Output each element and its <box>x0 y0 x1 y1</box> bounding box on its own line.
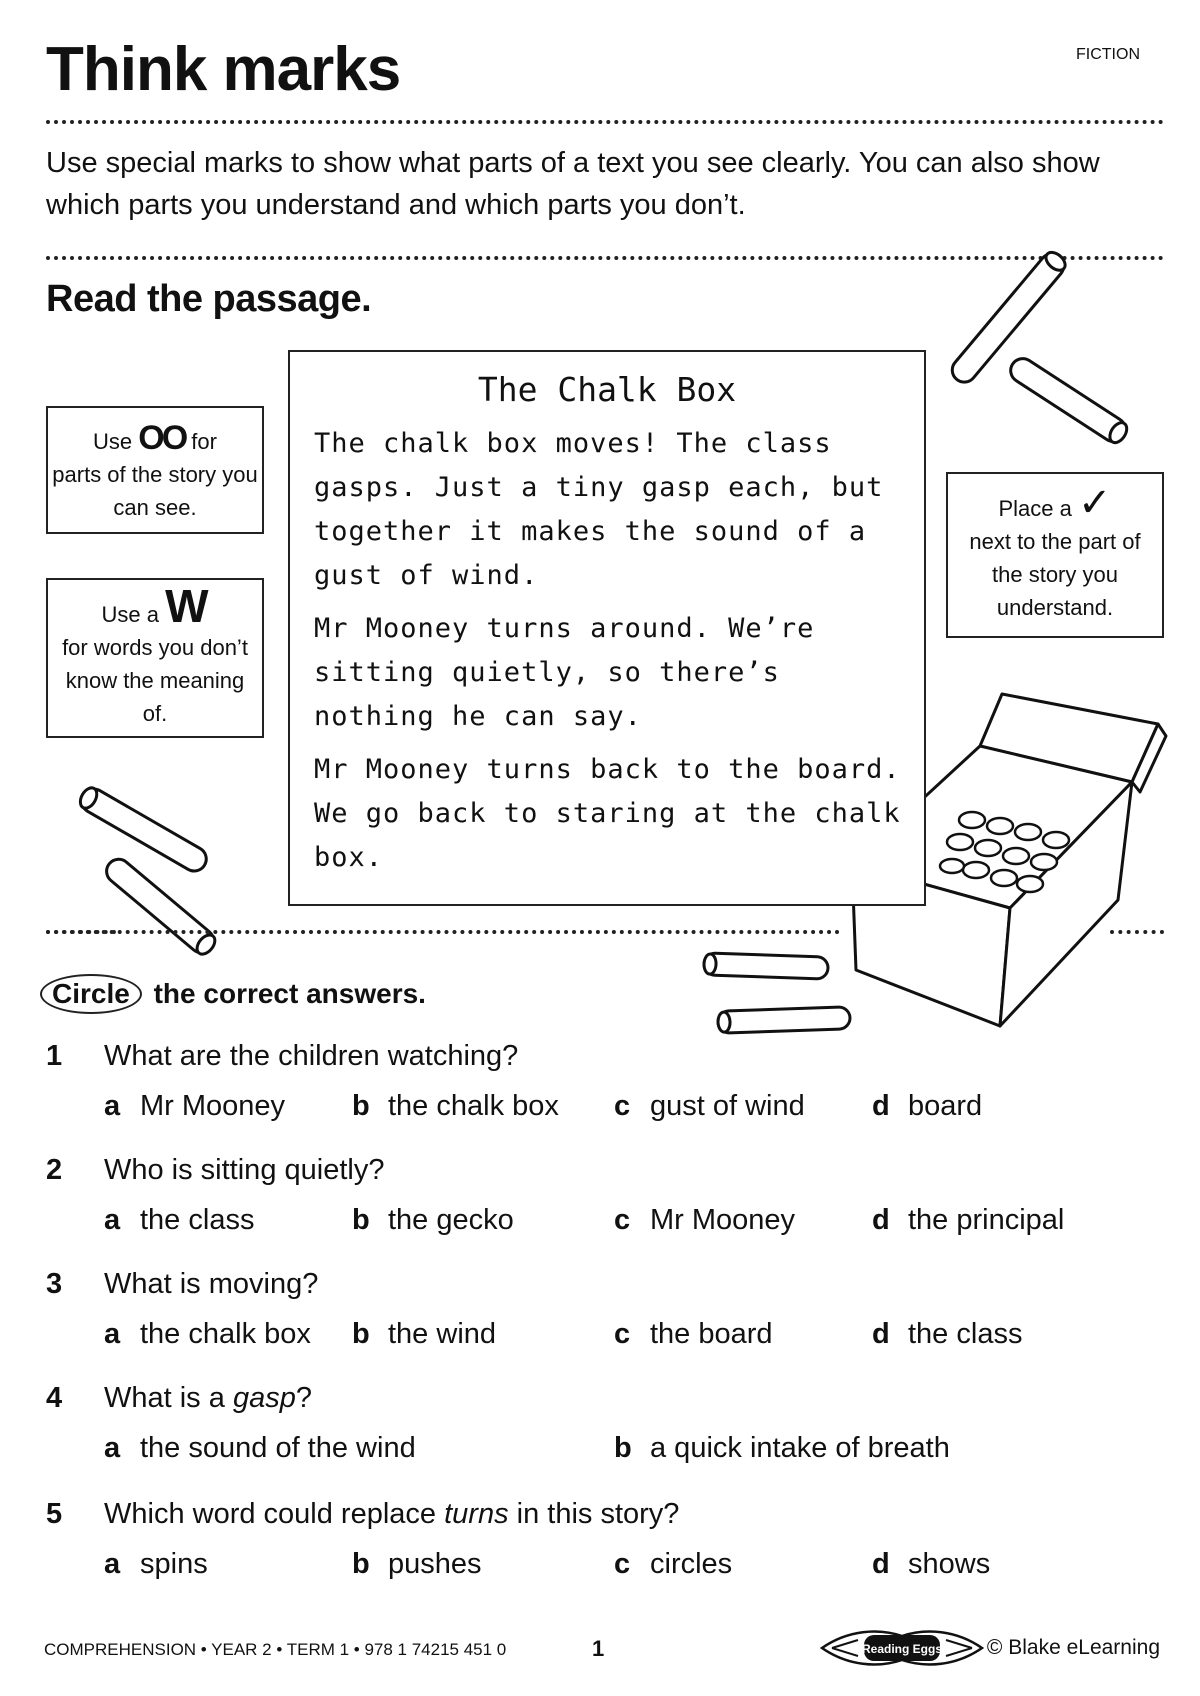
hint-understand-text: next to the part of the story you understand. <box>969 529 1141 620</box>
circle-word: Circle <box>40 974 142 1014</box>
passage-paragraph: Mr Mooney turns around. We’re sitting quietly, so there’s nothing he can say. <box>314 613 815 732</box>
answer-option[interactable]: a spins <box>104 1548 208 1580</box>
answer-option[interactable]: c Mr Mooney <box>614 1204 796 1236</box>
answer-option[interactable]: a the class <box>104 1204 255 1236</box>
hint-see-prefix: Use <box>93 429 133 454</box>
hint-words-prefix: Use a <box>101 602 159 627</box>
passage-paragraph: The chalk box moves! The class gasps. Just a tiny gasp each, but together it makes the sound of a gust of wind. <box>314 428 884 591</box>
question-number: 3 <box>46 1268 63 1300</box>
question-4 <box>46 1382 1166 1482</box>
section-heading: Read the passage. <box>46 278 372 320</box>
hint-understand-box <box>946 472 1164 638</box>
question-text: Who is sitting quietly? <box>104 1154 385 1186</box>
question-number: 1 <box>46 1040 63 1072</box>
answer-option[interactable]: b the gecko <box>352 1204 514 1236</box>
chalk-stick-icon <box>77 784 211 875</box>
answer-option[interactable]: a the chalk box <box>104 1318 311 1350</box>
answer-option[interactable]: c gust of wind <box>614 1090 805 1122</box>
tick-icon: ✓ <box>1078 481 1112 525</box>
answer-option[interactable]: c the board <box>614 1318 773 1350</box>
answer-option[interactable]: b a quick intake of breath <box>614 1432 950 1464</box>
answer-option[interactable]: d the class <box>872 1318 1023 1350</box>
answer-option[interactable]: d shows <box>872 1548 991 1580</box>
hint-understand-prefix: Place a <box>998 496 1072 521</box>
reading-eggs-logo-icon <box>818 1626 986 1670</box>
answer-option[interactable]: c circles <box>614 1548 733 1580</box>
question-text: What is a gasp? <box>104 1382 312 1414</box>
genre-tag: FICTION <box>1076 46 1140 63</box>
hint-see-box <box>46 406 264 534</box>
svg-text:Reading Eggs: Reading Eggs <box>861 1642 943 1656</box>
passage-title: The Chalk Box <box>477 370 737 409</box>
answer-option[interactable]: a the sound of the wind <box>104 1432 416 1464</box>
answer-option[interactable]: d the principal <box>872 1204 1065 1236</box>
question-3 <box>46 1268 1166 1368</box>
question-text: Which word could replace turns in this story? <box>104 1498 680 1530</box>
divider <box>1110 930 1164 934</box>
answer-option[interactable]: d board <box>872 1090 983 1122</box>
answer-option[interactable]: b pushes <box>352 1548 482 1580</box>
footer-info: COMPREHENSION • YEAR 2 • TERM 1 • 978 1 74215 451 0 <box>44 1640 507 1659</box>
w-mark-icon: W <box>165 580 209 632</box>
chalk-stick-icon <box>718 1007 851 1034</box>
passage-text <box>314 422 904 889</box>
question-2 <box>46 1154 1166 1254</box>
hint-words-box <box>46 578 264 738</box>
question-number: 4 <box>46 1382 63 1414</box>
answer-option[interactable]: b the wind <box>352 1318 497 1350</box>
answer-option[interactable]: b the chalk box <box>352 1090 559 1122</box>
question-text: What are the children watching? <box>104 1040 519 1072</box>
hint-words-text: for words you don’t know the meaning of. <box>62 635 248 726</box>
question-number: 2 <box>46 1154 63 1186</box>
intro-text: Use special marks to show what parts of a text you see clearly. You can also show which parts you understand and which parts you don’t. <box>46 147 1100 221</box>
question-number: 5 <box>46 1498 63 1530</box>
questions-heading-text: the correct answers. <box>153 978 426 1009</box>
eyes-icon: OO <box>138 419 186 457</box>
hint-see-text: parts of the story you can see. <box>52 462 258 520</box>
chalk-stick-icon <box>1006 354 1131 447</box>
page-number: 1 <box>592 1636 605 1661</box>
passage-box <box>288 350 926 906</box>
question-1 <box>46 1040 1166 1140</box>
chalk-stick-icon <box>947 248 1069 387</box>
page-title: Think marks <box>46 35 401 104</box>
chalk-stick-icon <box>704 953 829 979</box>
hint-see-suffix: for <box>191 429 217 454</box>
divider <box>46 930 840 934</box>
questions-heading <box>40 974 426 1014</box>
passage-paragraph: Mr Mooney turns back to the board. We go back to staring at the chalk box. <box>314 754 901 873</box>
answer-option[interactable]: a Mr Mooney <box>104 1090 286 1122</box>
question-5 <box>46 1498 1166 1598</box>
copyright: © Blake eLearning <box>986 1636 1160 1659</box>
question-text: What is moving? <box>104 1268 319 1300</box>
